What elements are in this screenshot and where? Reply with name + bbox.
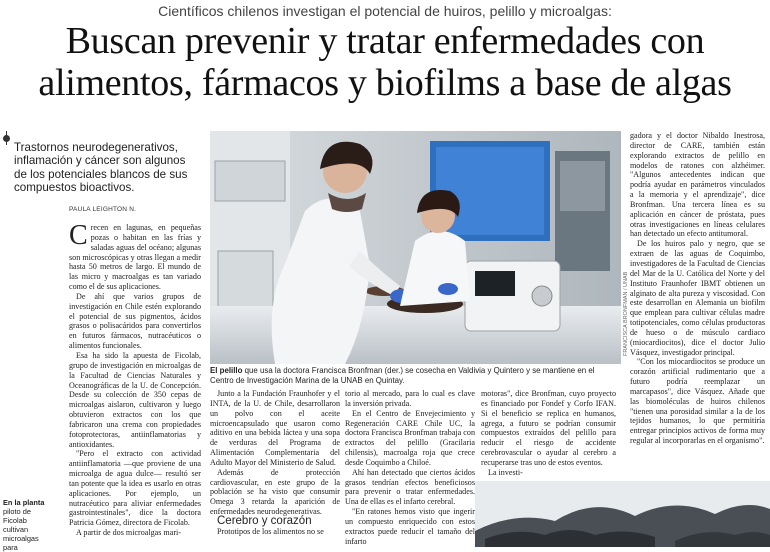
small-photo-caption — [3, 498, 48, 552]
small-caption-text: piloto de Ficolab cultivan microalgas para — [3, 507, 39, 552]
column-2-paragraph-2: Además de protección cardiovascular, en este grupo de la población se ha visto que consumir Omega 3 retarda la aparición de enfermedades neurodegenerativas. — [210, 467, 340, 517]
coast-photo-illustration — [475, 481, 770, 547]
column-1-paragraph-4: "Pero el extracto con actividad antiinflamatoria —que proviene de una microalga de agua dulce— resultó ser tan potente que la idea es usarlo en otras aplicaciones. Por ejemplo, un nutracéutico para aliviar enfermedades gastrointestinales", dice la doctora Patricia Gómez, directora de Ficolab. — [69, 449, 201, 528]
lab-photo — [210, 131, 621, 364]
column-1-paragraph-2: De ahí que varios grupos de investigación en Chile estén explorando el potencial de sus pigmentos, ácidos grasos o polisacáridos para convertirlos en futuros fármacos, nutracéuticos o alimentos funcionales. — [69, 291, 201, 351]
article-byline: PAULA LEIGHTON N. — [69, 206, 137, 213]
small-caption-bold: En la planta — [3, 498, 45, 507]
column-1-paragraph-1 — [69, 220, 201, 292]
article-kicker: Científicos chilenos investigan el potencial de huiros, pelillo y microalgas: — [158, 3, 612, 19]
column-3 — [345, 389, 475, 547]
column-5-paragraph-2: De los huiros palo y negro, que se extraen de las aguas de Coquimbo, investigadores de la Facultad de Ciencias del Mar de la U. Católica del Norte y del Instituto Fraunhofer IBMT obtienen un alginato de alta pureza y viscosidad. Con este desarrollan en Alemania un biofilm que emplean para cultivar células madre totipotenciales, como células productoras de hueso o de músculo cardiaco (miocardiocitos), dice el doctor Julio Vásquez, investigador principal. — [630, 239, 765, 357]
lead-bullet-icon — [3, 135, 10, 142]
column-3-paragraph-2: En el Centro de Envejecimiento y Regeneración CARE Chile UC, la doctora Francisca Bronfman trabaja con extractos del pelillo (Gracilaria chilensis), macroalga roja que crece desde Coquimbo a Chiloé. — [345, 408, 475, 467]
caption-bold: El pelillo — [210, 366, 243, 375]
article-lead: Trastornos neurodegenerativos, inflamación y cáncer son algunos de los potenciales blancos de sus compuestos bioactivos. — [14, 141, 188, 195]
lab-photo-illustration — [210, 131, 621, 364]
photo-credit-text: FRANCISCA BRONFMAN / UNAB — [623, 271, 629, 356]
column-2-paragraph-1: Junto a la Fundación Fraunhofer y el INTA, de la U. de Chile, desarrollaron un polvo con el aceite microencapsulado que usaron como aditivo en una bebida láctea y una sopa de verduras del Programa de Alimentación Complementaria del Adulto Mayor del Ministerio de Salud. — [210, 389, 340, 467]
photo-caption — [210, 366, 620, 385]
column-2 — [210, 389, 340, 537]
dropcap: C — [69, 220, 88, 251]
column-5-paragraph-3: "Con los miocardiocitos se produce un corazón artificial rudimentario que a futuro podría reemplazar un marcapasos", dice Vásquez. Añade que las biomoléculas de huiros chilenos "tienen una porosidad similar a la de los tejidos humanos, lo que permitiría entregar principios activos de forma muy regular al incorporarlas en el organismo". — [630, 357, 765, 446]
column-5 — [630, 131, 765, 446]
column-4-paragraph-1: motoras", dice Bronfman, cuyo proyecto es financiado por Fondef y Corfo IFAN. Si el beneficio se replica en humanos, agrega, a futuro se podrían consumir compuestos extraídos del pelillo para reducir el riesgo de accidente cerebrovascular o ayudar al cerebro a recuperarse tras uno de estos eventos. — [481, 389, 616, 467]
section-subhead: Cerebro y corazón — [217, 514, 312, 527]
column-4-paragraph-2: La investi- — [488, 467, 523, 477]
column-1-paragraph-5: A partir de dos microalgas mari- — [76, 528, 181, 538]
column-3-paragraph-4: "En ratones hemos visto que ingerir un compuesto enriquecido con estos extractos puede reducir el tamaño del infarto — [345, 507, 475, 546]
column-1 — [69, 220, 201, 538]
column-1-paragraph-3: Esa ha sido la apuesta de Ficolab, grupo de investigación en microalgas de la Facultad de Ciencias Naturales y Oceanográficas de la U. de Concepción. Desde su colección de 350 cepas de microalgas aislaron, cultivaron y luego obtuvieron extractos con los que fabricaron una crema con propiedades fotoprotectoras, antiinflamatorias y antioxidantes. — [69, 350, 201, 449]
column-5-paragraph-1: gadora y el doctor Nibaldo Inestrosa, director de CARE, también están explorando extractos de pelillo en modelos de ratones con alzhéimer. "Algunos antecedentes indican que podría ayudar en parámetros vinculados a la memoria y el aprendizaje", dice Bronfman. Una tercera línea es su aplicación en cáncer de próstata, pues otras investigaciones en líneas celulares han detectado un efecto antitumoral. — [630, 131, 765, 239]
caption-text: que usa la doctora Francisca Bronfman (der.) se cosecha en Valdivia y Quintero y se mantiene en el Centro de Investigación Marina de la UNAB en Quintay. — [210, 366, 595, 385]
column-1-paragraph-1-text: recen en lagunas, en pequeñas pozas o habitan en las frías y saladas aguas del océano; algunas son microscópicas y otras llegan a medir hasta 50 metros de largo. El mundo de las micro y macroalgas es tan variado como el de sus aplicaciones. — [69, 223, 201, 292]
column-3-paragraph-1: torio al mercado, para lo cual es clave la inversión privada. — [345, 389, 475, 408]
coast-photo — [475, 481, 770, 547]
article-headline: Buscan prevenir y tratar enfermedades con alimentos, fármacos y biofilms a base de algas — [38, 20, 732, 104]
column-3-paragraph-3: Ahí han detectado que ciertos ácidos grasos tendrían efectos beneficiosos para prevenir o tratar enfermedades. Una de ellas es el infarto cerebral. — [345, 467, 475, 507]
column-2-paragraph-3: Prototipos de los alimentos no se — [217, 526, 324, 536]
column-4 — [481, 389, 616, 478]
